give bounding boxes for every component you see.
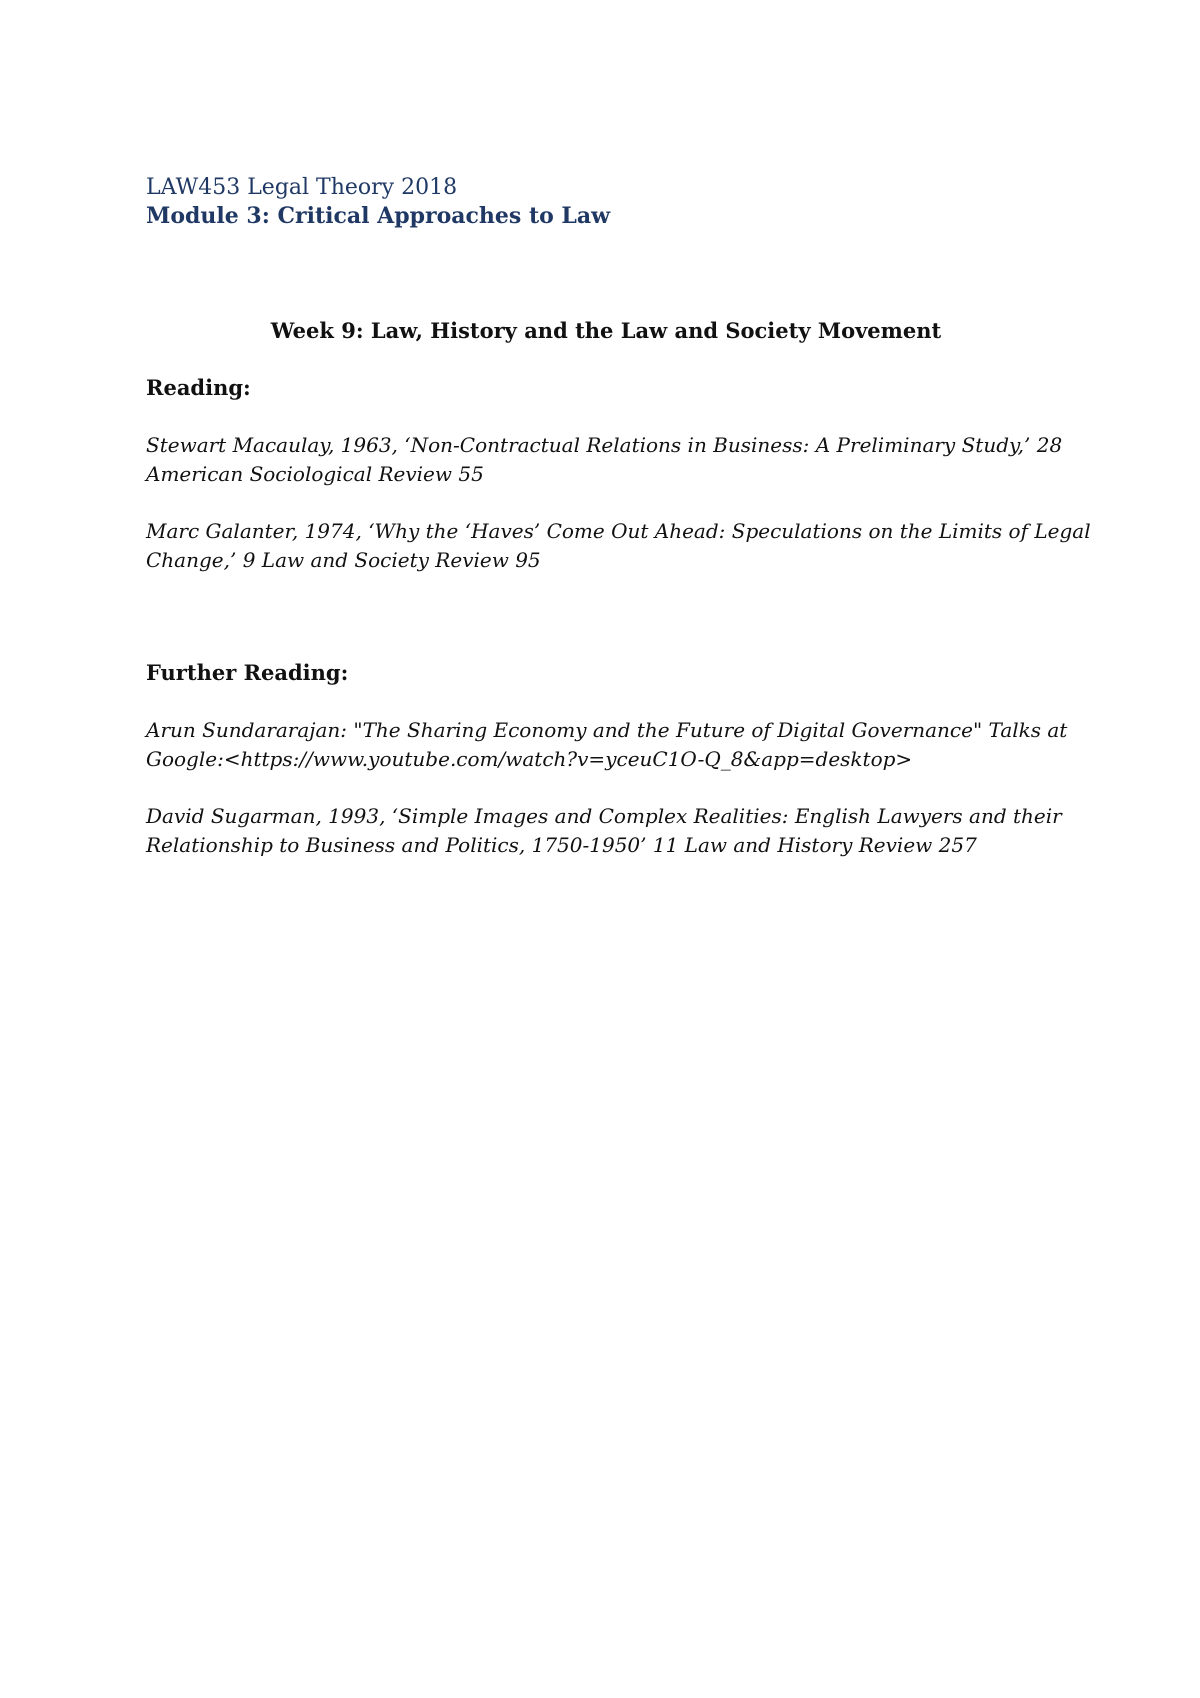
document-header [146, 174, 1066, 230]
further-reading-heading: Further Reading: [146, 660, 349, 685]
citation-line: Change,’ 9 Law and Society Review 95 [146, 548, 541, 572]
further-reading-citation [146, 716, 1076, 774]
citation-line: David Sugarman, 1993, ‘Simple Images and Complex Realities: English Lawyers and their [146, 804, 1062, 828]
course-title: LAW453 Legal Theory 2018 [146, 175, 458, 200]
citation-line: Stewart Macaulay, 1963, ‘Non-Contractual Relations in Business: A Preliminary Study,’ 28 [146, 433, 1063, 457]
citation-line: Arun Sundararajan: "The Sharing Economy and the Future of Digital Governance" Talks at [146, 718, 1068, 742]
citation-line: American Sociological Review 55 [146, 462, 484, 486]
citation-line: Relationship to Business and Politics, 1750-1950’ 11 Law and History Review 257 [146, 833, 977, 857]
week-title: Week 9: Law, History and the Law and Society Movement [270, 318, 942, 343]
further-reading-citation [146, 802, 1076, 860]
module-title: Module 3: Critical Approaches to Law [146, 203, 611, 229]
reading-citation [146, 431, 1076, 489]
citation-line-with-link: Google:<https://www.youtube.com/watch?v=yceuC1O-Q_8&app=desktop> [146, 747, 913, 771]
reading-citation [146, 517, 1091, 575]
reading-heading: Reading: [146, 375, 251, 400]
citation-line: Marc Galanter, 1974, ‘Why the ‘Haves’ Come Out Ahead: Speculations on the Limits of Legal [146, 519, 1091, 543]
